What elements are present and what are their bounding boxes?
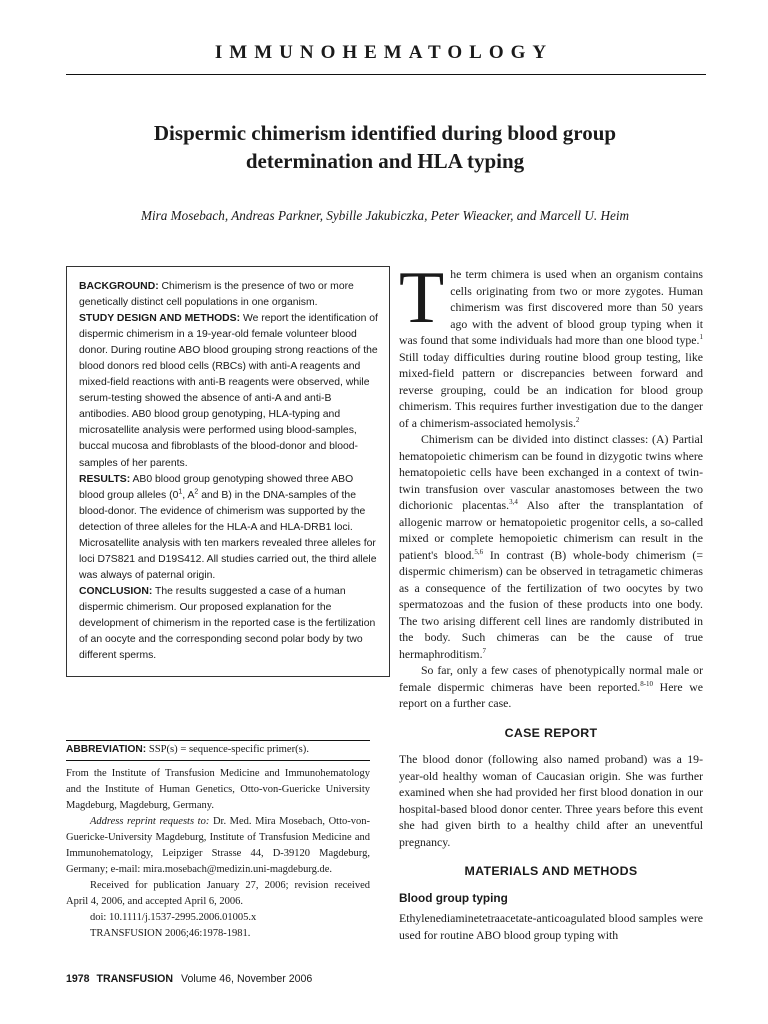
subsection-heading-blood-group-typing: Blood group typing bbox=[399, 890, 508, 905]
journal-section-header: IMMUNOHEMATOLOGY bbox=[214, 42, 554, 63]
title-line-1: Dispermic chimerism identified during blood group bbox=[153, 121, 617, 145]
body-paragraph: Ethylenediaminetetraacetate-anticoagulated blood samples were used for routine ABO blood group typing with bbox=[399, 911, 703, 942]
abstract-results-label: RESULTS: bbox=[79, 473, 131, 485]
allele-superscript: 1 bbox=[178, 488, 183, 496]
abstract-methods-text: We report the identification of dispermic chimerism in a 19-year-old female volunteer blood donor. During routine ABO blood grouping strong reactions of the blood donors red blood cells (RBCs) with anti-A reagents and mixed-field reactions with anti-B reagents were observed, while serum-testing showed the absence of anti-A and anti-B antibodies. AB0 blood group genotyping, HLA-typing and microsatellite analysis were performed using blood-samples, buccal mucosa and fibroblasts of the blood-donor and blood-samples of her parents. bbox=[79, 313, 378, 469]
abstract-results-text: , A bbox=[182, 489, 195, 501]
reprint-label: Address reprint requests to: bbox=[90, 816, 210, 827]
body-text: In contrast (B) whole-body chimerism (= dispermic chimerism) can be observed in tetragametic chimeras as a consequence of the fertilization of two oocytes by two spermatozoas and the fusion of these products into one body. The two arising different cell lines are randomly distributed in the body. Such chimeras can be the cause of true hermaphroditism. bbox=[399, 547, 703, 661]
page-number: 1978 bbox=[66, 973, 90, 985]
header-rule bbox=[66, 74, 706, 75]
citation-superscript: 3,4 bbox=[509, 498, 518, 507]
citation-superscript: 7 bbox=[482, 646, 487, 655]
body-text: he term chimera is used when an organism contains cells originating from two or more zygotes. Human chimerism was first discovered more than 50 years ago with the advent of blood group typing when it was found that some individuals had more than one blood type. bbox=[399, 267, 703, 347]
article-title bbox=[80, 119, 690, 175]
body-text: Chimerism can be divided into distinct classes: (A) Partial hematopoietic chimerism can be found in dizygotic twins where hematopoietic cells have been exchanged in a context of twin-twin transfusion over vascular anastomoses between the two dichorionic placentas. bbox=[399, 432, 703, 512]
section-heading-materials-methods: MATERIALS AND METHODS bbox=[464, 864, 638, 878]
body-text: So far, only a few cases of phenotypically normal male or female dispermic chimeras have been reported. bbox=[399, 663, 703, 694]
body-paragraph bbox=[399, 431, 703, 662]
body-text: Still today difficulties during routine blood group testing, like mixed-field pattern or discrepancies between forward and reverse grouping, could be an indication for blood group chimerism. This requires further investigation due to the danger of a chimerism-associated hemolysis. bbox=[399, 349, 703, 430]
abbreviation-text: SSP(s) = sequence-specific primer(s). bbox=[146, 744, 309, 755]
body-text: Here we report on a further case. bbox=[399, 679, 703, 710]
abbreviation-box bbox=[66, 740, 370, 761]
doi: doi: 10.1111/j.1537-2995.2006.01005.x bbox=[90, 912, 257, 923]
abstract-methods-label: STUDY DESIGN AND METHODS: bbox=[79, 313, 241, 325]
page-footer bbox=[66, 973, 706, 985]
footer-volume: Volume 46, November 2006 bbox=[181, 973, 313, 985]
footer-journal: TRANSFUSION bbox=[96, 973, 174, 985]
body-paragraph: The blood donor (following also named proband) was a 19-year-old healthy woman of Caucasian origin. She was further examined when she had provided her first blood donation in our hospital-based blood donor center. Three years before this event she had given birth to a healthy child after an uneventful pregnancy. bbox=[399, 752, 703, 849]
reprint-requests bbox=[66, 814, 370, 878]
section-heading-case-report: CASE REPORT bbox=[504, 725, 598, 740]
abstract-methods bbox=[79, 311, 379, 471]
drop-cap: T bbox=[399, 257, 445, 339]
affiliation-from: From the Institute of Transfusion Medicine and Immunohematology and the Institute of Human Genetics, Otto-von-Guericke University Magdeburg, Magdeburg, Germany. bbox=[66, 768, 370, 811]
abstract-background bbox=[79, 279, 379, 311]
citation-superscript: 5,6 bbox=[474, 547, 484, 556]
body-paragraph bbox=[399, 257, 703, 431]
received-dates: Received for publication January 27, 2006; revision received April 4, 2006, and accepted April 6, 2006. bbox=[66, 880, 370, 907]
citation: TRANSFUSION 2006;46:1978-1981. bbox=[90, 928, 251, 939]
title-line-2: determination and HLA typing bbox=[245, 149, 525, 173]
abstract-conclusion-text: The results suggested a case of a human dispermic chimerism. Our proposed explanation for the development of chimerism in the reported case is the fertilization of an oocyte and the corresponding second polar body by two different sperms. bbox=[79, 585, 376, 662]
abstract-background-label: BACKGROUND: bbox=[79, 281, 159, 292]
author-list: Mira Mosebach, Andreas Parkner, Sybille Jakubiczka, Peter Wieacker, and Marcell U. Heim bbox=[140, 208, 630, 223]
citation-superscript: 1 bbox=[699, 333, 703, 342]
allele-superscript: 2 bbox=[194, 488, 199, 496]
abstract-conclusion bbox=[79, 584, 379, 664]
abstract-conclusion-label: CONCLUSION: bbox=[79, 585, 153, 597]
body-text: Also after the transplantation of allogenic marrow or hematopoietic progenitor cells, a so-called mixed or complete hemopoietic chimerism can result in the patient's blood. bbox=[399, 498, 703, 562]
reprint-text: Dr. Med. Mira Mosebach, Otto-von-Guericke-University Magdeburg, Institute of Transfusion Medicine and Immunohematology, Leipziger Strasse 44, D-39120 Magdeburg, Germany; e-mail: mira.mosebach@medizin.uni-magdeburg.de. bbox=[66, 816, 370, 875]
abstract-box bbox=[66, 266, 390, 677]
abstract-results-text: AB0 blood group genotyping showed three ABO blood group alleles (0 bbox=[79, 473, 354, 501]
body-column bbox=[399, 257, 703, 943]
abstract-background-text: Chimerism is the presence of two or more genetically distinct cell populations in one organism. bbox=[79, 281, 354, 309]
citation-superscript: 8-10 bbox=[640, 679, 654, 688]
abstract-results bbox=[79, 472, 379, 584]
abstract-results-text: and B) in the DNA-samples of the blood-donor. The evidence of chimerism was supported by the detection of three alleles for the HLA-A and HLA-DRB1 loci. Microsatellite analysis with ten markers revealed three alleles for loci D7S821 and D19S412. All studies carried out, the third allele was always of paternal origin. bbox=[79, 489, 377, 581]
citation-superscript: 2 bbox=[575, 415, 580, 424]
body-paragraph bbox=[399, 662, 703, 712]
affiliation-notes bbox=[66, 766, 370, 942]
abbreviation-label: ABBREVIATION: bbox=[66, 744, 147, 755]
